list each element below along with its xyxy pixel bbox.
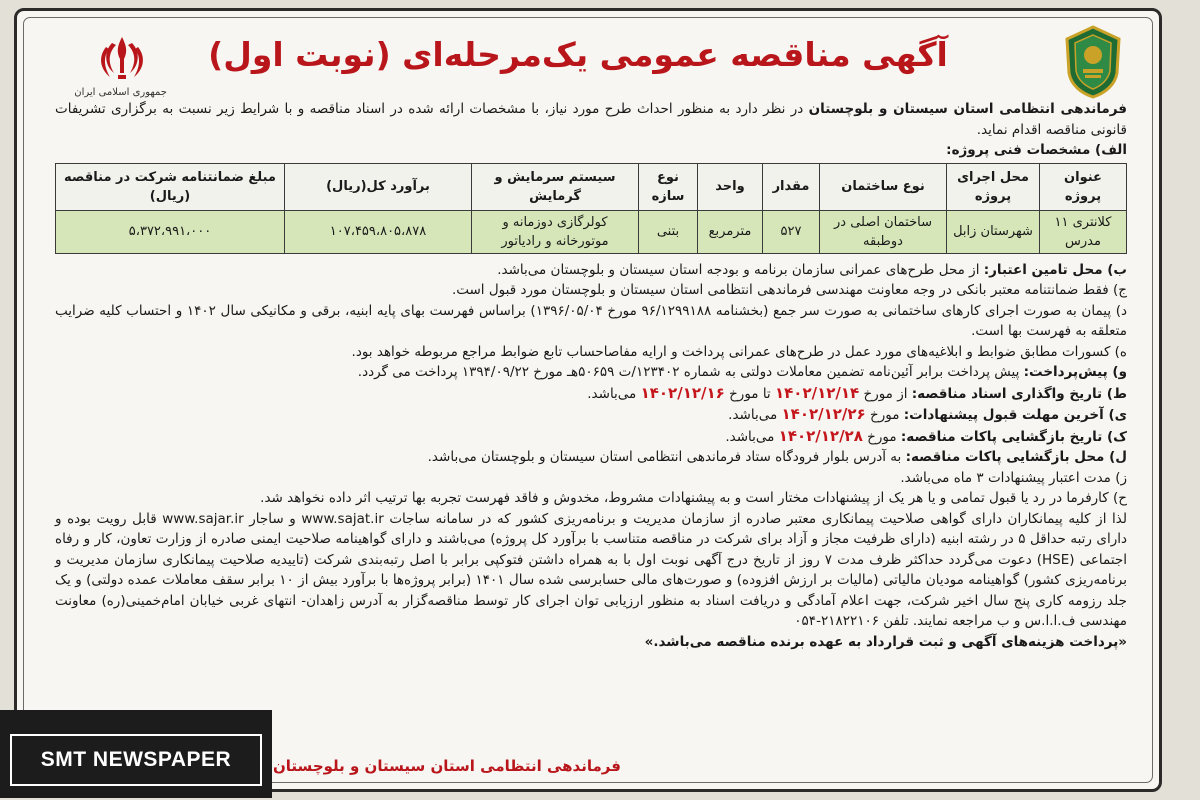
clause-text: مورخ	[865, 407, 904, 423]
intro-text: در نظر دارد به منظور احداث طرح مورد نیاز، با مشخصات ارائه شده در اسناد مناقصه و با شرایط زیر نسبت به برگزاری تشریفات قانونی مناقصه اقدام نماید.	[55, 101, 1127, 138]
advertisement-frame	[14, 8, 1162, 792]
clause-v	[55, 362, 1127, 383]
table-cell: شهرستان زابل	[947, 210, 1040, 253]
table-header: سیستم سرمایش و گرمایش	[472, 163, 639, 210]
clause-z: ز) مدت اعتبار پیشنهادات ۳ ماه می‌باشد.	[900, 469, 1127, 486]
clause-label: ک) تاریخ بازگشایی پاکات مناقصه:	[900, 428, 1127, 445]
clause-text: از مورخ	[859, 385, 912, 402]
table-cell: مترمربع	[698, 210, 763, 253]
intro-paragraph	[55, 99, 1127, 140]
final-note: «پرداخت هزینه‌های آگهی و ثبت قرارداد به عهده برنده مناقصه می‌باشد.»	[644, 633, 1127, 650]
table-cell: ۵۲۷	[763, 210, 820, 253]
watermark-text: SMT NEWSPAPER	[10, 734, 262, 786]
table-cell: ۵،۳۷۲،۹۹۱،۰۰۰	[56, 210, 285, 253]
clause-k	[55, 426, 1127, 448]
table-header: نوع سازه	[639, 163, 698, 210]
clause-t	[55, 383, 1127, 405]
clause-text: به آدرس بلوار فرودگاه ستاد فرماندهی انتظامی استان سیستان و بلوچستان می‌باشد.	[427, 449, 906, 465]
table-header: عنوان پروژه	[1040, 163, 1127, 210]
clause-text: مورخ	[862, 428, 901, 445]
clause-j: ج) فقط ضمانتنامه معتبر بانکی در وجه معاونت مهندسی فرماندهی انتظامی استان سیستان و بلوچستان مورد قبول است.	[451, 282, 1127, 298]
clause-l	[55, 447, 1127, 468]
content	[55, 99, 1127, 652]
table-header: مبلغ ضمانتنامه شرکت در مناقصه (ریال)	[56, 163, 285, 210]
table-cell: کولرگازی دوزمانه و موتورخانه و رادیاتور	[472, 210, 639, 253]
watermark-banner	[0, 710, 272, 798]
clause-h: ه) کسورات مطابق ضوابط و ابلاغیه‌های مورد عمل در طرح‌های عمرانی پرداخت و ارایه مفاصاحساب تابع ضوابط مراجع مربوطه خواهد بود.	[351, 343, 1127, 360]
police-emblem	[1063, 25, 1123, 99]
table-cell: کلانتری ۱۱ مدرس	[1040, 210, 1127, 253]
police-badge-icon	[1063, 25, 1123, 99]
clause-text: می‌باشد.	[587, 385, 641, 402]
clause-d: د) پیمان به صورت اجرای کارهای ساختمانی به صورت سر جمع (بخشنامه ۹۶/۱۲۹۹۱۸۸ مورخ ۱۳۹۶/۰۵/۰۴) براساس فهرست بهای پایه ابنیه، برقی و مکانیکی سال ۱۴۰۲ و احتساب کلیه ضرایب متعلقه به فهرست بها است.	[55, 302, 1127, 339]
clause-text: می‌باشد.	[725, 428, 779, 445]
signature: فرماندهی انتظامی استان سیستان و بلوچستان	[273, 757, 621, 775]
clause-label: ی) آخرین مهلت قبول پیشنهادات:	[903, 407, 1127, 423]
clause-label: ب) محل تامین اعتبار:	[983, 261, 1127, 278]
table-cell: ساختمان اصلی در دوطبقه	[820, 210, 947, 253]
clause-h2: ح) کارفرما در رد یا قبول تمامی و یا هر یک از پیشنهادات مختار است و به پیشنهادات مشروط، مخدوش و فاقد فهرست تجربه بها ترتیب اثر داده نخواهد شد.	[260, 490, 1127, 506]
clause-text: می‌باشد.	[728, 407, 782, 423]
table-header: نوع ساختمان	[820, 163, 947, 210]
clause-b	[55, 260, 1127, 281]
specs-table	[55, 163, 1127, 254]
table-header: مقدار	[763, 163, 820, 210]
header	[17, 19, 1159, 98]
clause-y	[55, 404, 1127, 426]
date-highlight: ۱۴۰۲/۱۲/۱۴	[774, 383, 860, 402]
emblem-caption: جمهوری اسلامی ایران	[74, 87, 167, 98]
table-cell: بتنی	[639, 210, 698, 253]
date-highlight: ۱۴۰۲/۱۲/۲۸	[778, 426, 863, 445]
iran-emblem	[74, 33, 167, 101]
clause-text: پیش پرداخت برابر آئین‌نامه تضمین معاملات دولتی به شماره ۱۲۳۴۰۲/ت ۵۰۶۵۹هـ مورخ ۱۳۹۴/۰۹/۲۲ پرداخت می گردد.	[357, 364, 1024, 380]
page-title: آگهی مناقصه عمومی یک‌مرحله‌ای (نوبت اول)	[208, 35, 948, 74]
table-row	[56, 210, 1127, 253]
clause-label: ل) محل بازگشایی پاکات مناقصه:	[905, 449, 1127, 465]
clause-text: از محل طرح‌های عمرانی سازمان برنامه و بودجه استان سیستان و بلوچستان می‌باشد.	[497, 261, 984, 278]
table-header: برآورد کل(ریال)	[285, 163, 472, 210]
table-header-row	[56, 163, 1127, 210]
table-cell: ۱۰۷،۴۵۹،۸۰۵،۸۷۸	[285, 210, 472, 253]
clause-text: تا مورخ	[724, 385, 775, 402]
intro-lead: فرماندهی انتظامی استان سیستان و بلوچستان	[808, 101, 1127, 117]
table-header: محل اجرای پروژه	[947, 163, 1040, 210]
table-header: واحد	[698, 163, 763, 210]
specs-heading: الف) مشخصات فنی پروژه:	[946, 142, 1127, 158]
date-highlight: ۱۴۰۲/۱۲/۱۶	[640, 383, 725, 402]
iran-emblem-icon	[94, 33, 150, 85]
clause-label: و) پیش‌پرداخت:	[1023, 364, 1127, 380]
note-paragraph: لذا از کلیه پیمانکاران دارای گواهی صلاحیت پیمانکاری معتبر صادره از سازمان مدیریت و برنامه‌ریزی کشور که در سامانه ساجات www.sajat.ir و ساجار www.sajar.ir قابل رویت بوده و دارای رتبه حداقل ۵ در رشته ابنیه (دارای ظرفیت مجاز و آزاد برای شرکت در مناقصه متناسب با برآورد کل پروژه) می‌باشند و دارای گواهینامه صلاحیت ایمنی صادره از وزارت تعاون، کار و رفاه اجتماعی (HSE) دعوت می‌گردد حداکثر ظرف مدت ۷ روز از تاریخ درج آگهی نوبت اول با به همراه داشتن فتوکپی برابر با اصل رتبه‌بندی شرکت (تاییدیه صلاحیت پیمانکاری سازمان مدیریت و برنامه‌ریزی کشور) گواهینامه مودیان مالیاتی (مالیات بر ارزش افزوده) و صورت‌های مالی حسابرسی شده سال ۱۴۰۱ (برابر پروژه‌ها با برآورد بیش از ۱۰ برابر سقف معاملات عمده دولتی) و یک جلد رزومه کاری پنج سال اخیر شرکت، جهت اعلام آمادگی و دریافت اسناد به منظور ارزیابی توان اجرای کار توسط مناقصه‌گزار به آدرس زاهدان- انتهای غربی خیابان امام‌خمینی(ره) معاونت مهندسی ف.ا.ا.س و ب مراجعه نمایند. تلفن ۲۱۸۲۲۱۰۶-۰۵۴	[55, 510, 1128, 629]
clause-label: ط) تاریخ واگذاری اسناد مناقصه:	[911, 385, 1127, 402]
date-highlight: ۱۴۰۲/۱۲/۲۶	[781, 405, 866, 423]
